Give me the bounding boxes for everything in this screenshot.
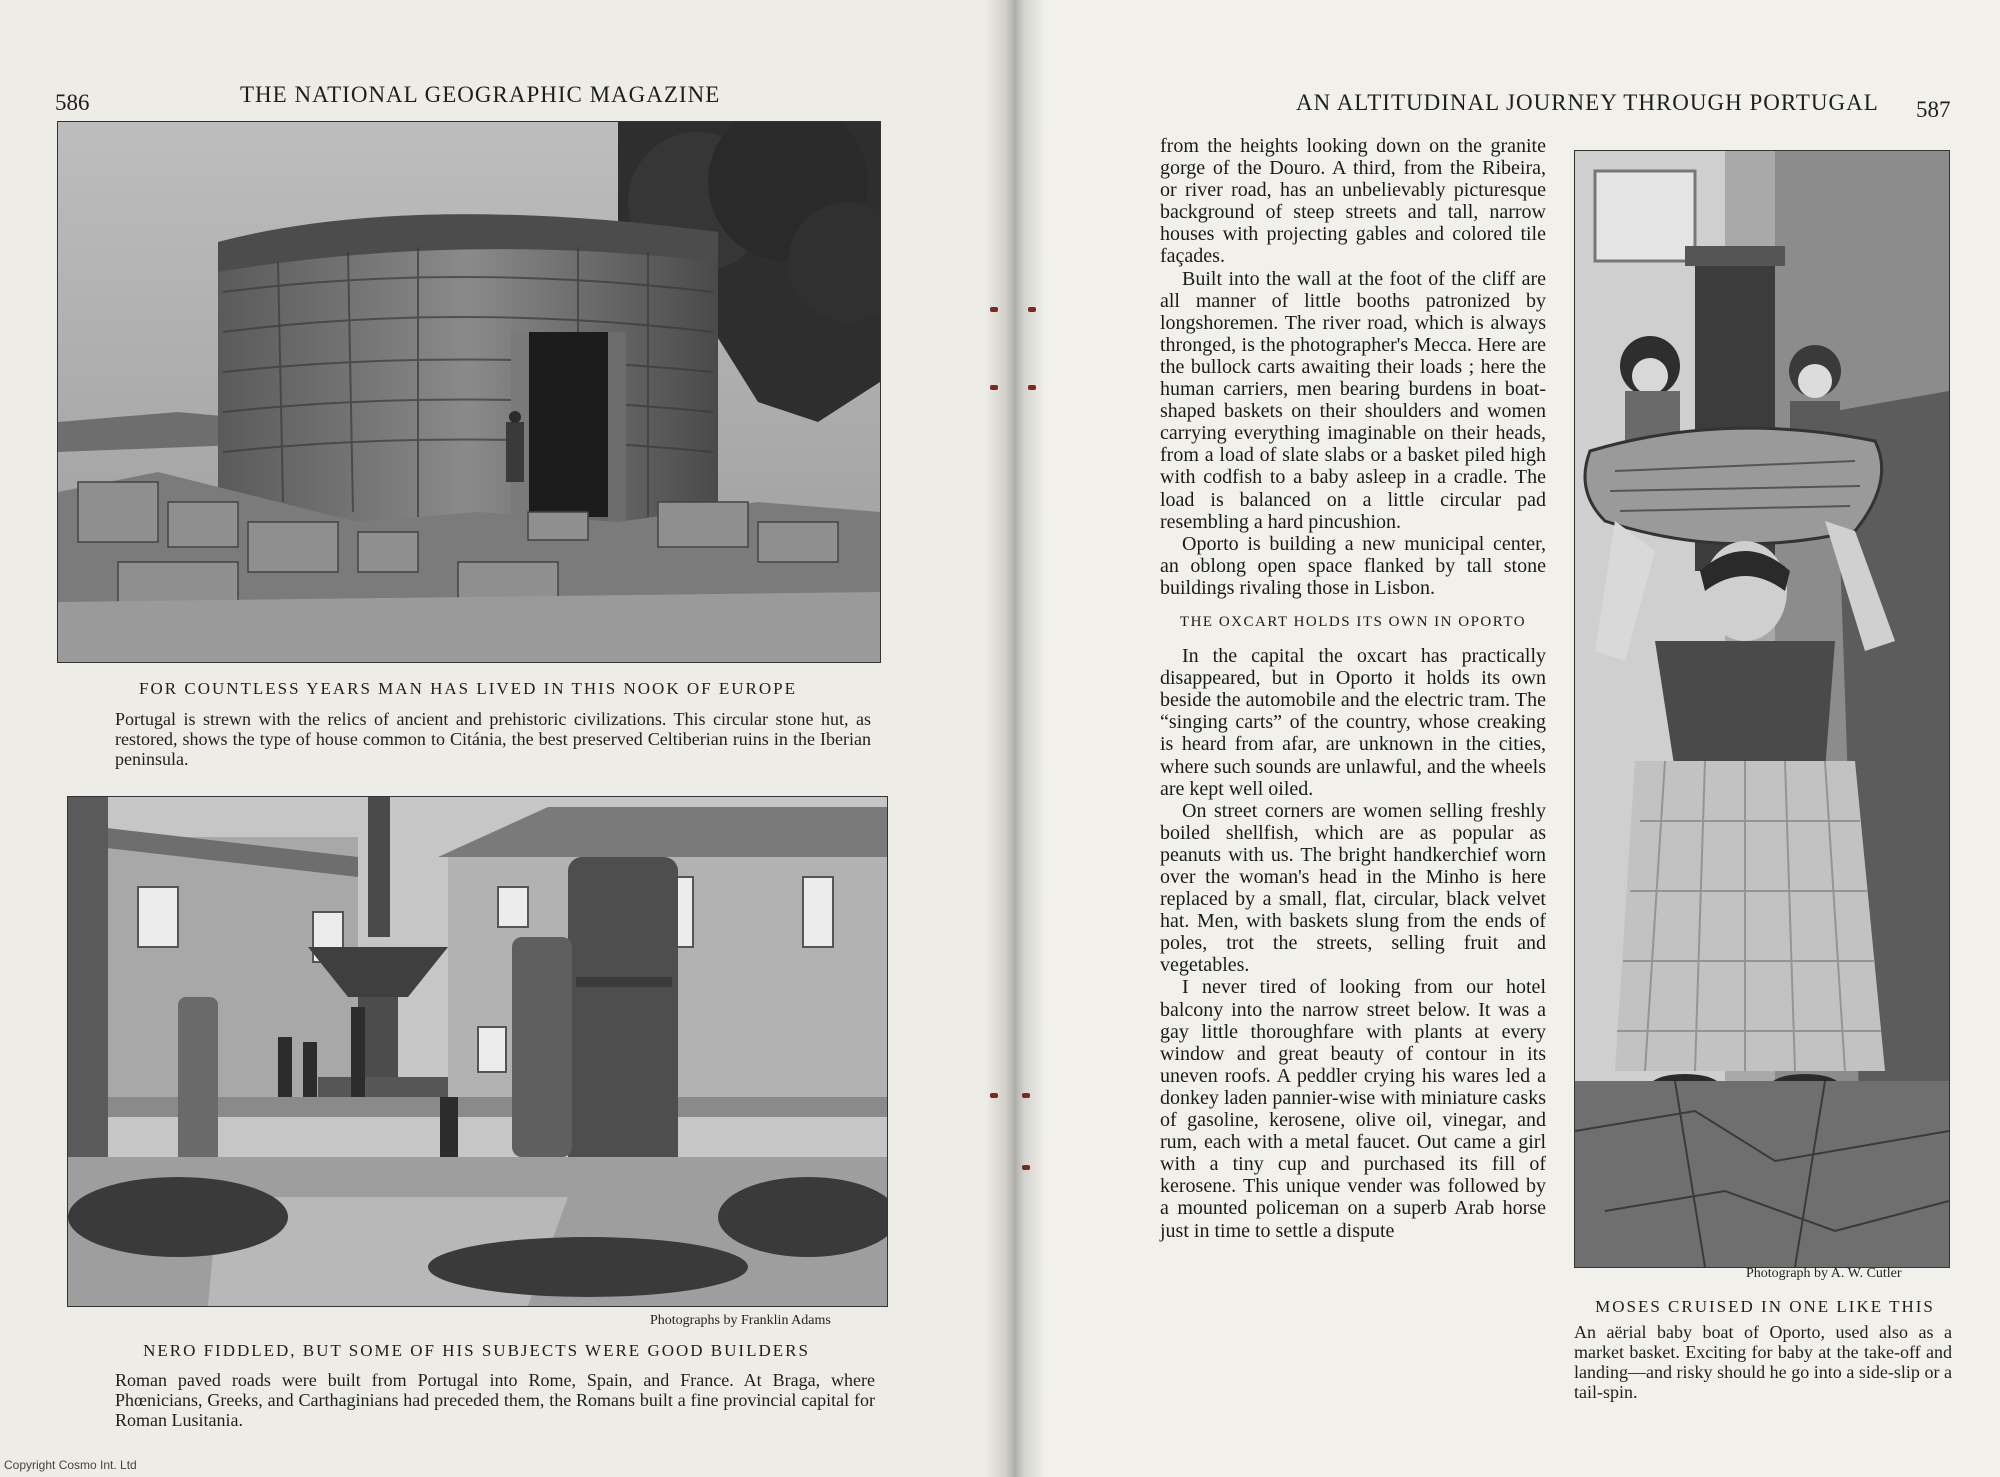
body-paragraph: I never tired of looking from our hotel balcony into the narrow street below. It was a gay little thoroughfare with plants at every window and great beauty of contour in its uneven roofs. A peddler crying his wares led a donkey laden pannier-wise with miniature casks of gasoline, kerosene, olive oil, vinegar, and rum, each with a metal faucet. Out came a girl with a tiny cup and purchased its fill of kerosene. This unique vender was followed by a mounted policeman on a superb Arab horse just in time to settle a dispute bbox=[1160, 976, 1546, 1242]
body-paragraph: On street corners are women selling freshly boiled shellfish, which are as popular as peanuts with us. The bright handkerchief worn over the woman's head in the Minho is here replaced by a small, flat, circular, black velvet hat. Men, with baskets slung from the ends of poles, trot the streets, selling fruit and vegetables. bbox=[1160, 799, 1546, 977]
photo-braga-courtyard bbox=[67, 796, 888, 1307]
binding-gutter bbox=[985, 0, 1045, 1477]
caption-title-braga: NERO FIDDLED, BUT SOME OF HIS SUBJECTS WERE GOOD BUILDERS bbox=[143, 1341, 810, 1360]
photo-credit-franklin-adams: Photographs by Franklin Adams bbox=[650, 1313, 831, 1328]
binding-stitch bbox=[1028, 385, 1036, 390]
caption-body-braga: Roman paved roads were built from Portugal into Rome, Spain, and France. At Braga, where Phœnicians, Greeks, and Carthaginians had preceded them, the Romans built a fine provincial capital for Roman Lusitania. bbox=[115, 1370, 875, 1430]
photo-stone-hut bbox=[57, 121, 881, 663]
body-paragraph: In the capital the oxcart has practically disappeared, but in Oporto it holds its own beside the automobile and the electric tram. The “singing carts” of the country, whose creaking is heard from afar, are unknown in the cities, where such sounds are unlawful, and the wheels are kept well oiled. bbox=[1160, 645, 1546, 800]
caption-body-stone-hut: Portugal is strewn with the relics of ancient and prehistoric civilizations. This circular stone hut, as restored, shows the type of house common to Citánia, the best preserved Celtiberian ruins in the Iberian peninsula. bbox=[115, 709, 871, 769]
body-paragraph: Built into the wall at the foot of the cliff are all manner of little booths patronized by longshoremen. The river road, which is always thronged, is the photographer's Mecca. Here are the bullock carts awaiting their loads ; here the human carriers, men bearing burdens in boat-shaped baskets on their shoulders and women carrying everything imaginable on their heads, from a load of slate slabs or a basket piled high with codfish to a baby asleep in a cradle. The load is balanced on a little circular pad resembling a hard pincushion. bbox=[1160, 267, 1546, 533]
page-number-right: 587 bbox=[1916, 97, 1951, 122]
binding-stitch bbox=[1028, 307, 1036, 312]
body-text-column bbox=[1160, 135, 1546, 1242]
running-head-right: AN ALTITUDINAL JOURNEY THROUGH PORTUGAL bbox=[1296, 90, 1879, 115]
caption-body-moses: An aërial baby boat of Oporto, used also as a market basket. Exciting for baby at the take-off and landing—and risky should he go into a side-slip or a tail-spin. bbox=[1574, 1322, 1952, 1402]
binding-stitch bbox=[1022, 1093, 1030, 1098]
body-paragraph: Oporto is building a new municipal center, an oblong open space flanked by tall stone buildings rivaling those in Lisbon. bbox=[1160, 532, 1546, 599]
body-paragraph: from the heights looking down on the granite gorge of the Douro. A third, from the Ribeira, or river road, has an unbelievably picturesque background of steep streets and tall, narrow houses with projecting gables and colored tile façades. bbox=[1160, 135, 1546, 268]
caption-title-stone-hut: FOR COUNTLESS YEARS MAN HAS LIVED IN THIS NOOK OF EUROPE bbox=[139, 679, 797, 698]
photo-credit-cutler: Photograph by A. W. Cutler bbox=[1746, 1266, 1902, 1281]
binding-stitch bbox=[990, 307, 998, 312]
binding-stitch bbox=[990, 385, 998, 390]
running-head-left: THE NATIONAL GEOGRAPHIC MAGAZINE bbox=[240, 82, 721, 107]
page-number-left: 586 bbox=[55, 90, 90, 115]
binding-stitch bbox=[990, 1093, 998, 1098]
photo-baby-basket bbox=[1574, 150, 1950, 1268]
binding-stitch bbox=[1022, 1165, 1030, 1170]
copyright-notice: Copyright Cosmo Int. Ltd bbox=[4, 1458, 137, 1472]
caption-title-moses: MOSES CRUISED IN ONE LIKE THIS bbox=[1595, 1297, 1935, 1316]
section-subhead: THE OXCART HOLDS ITS OWN IN OPORTO bbox=[1179, 613, 1527, 630]
